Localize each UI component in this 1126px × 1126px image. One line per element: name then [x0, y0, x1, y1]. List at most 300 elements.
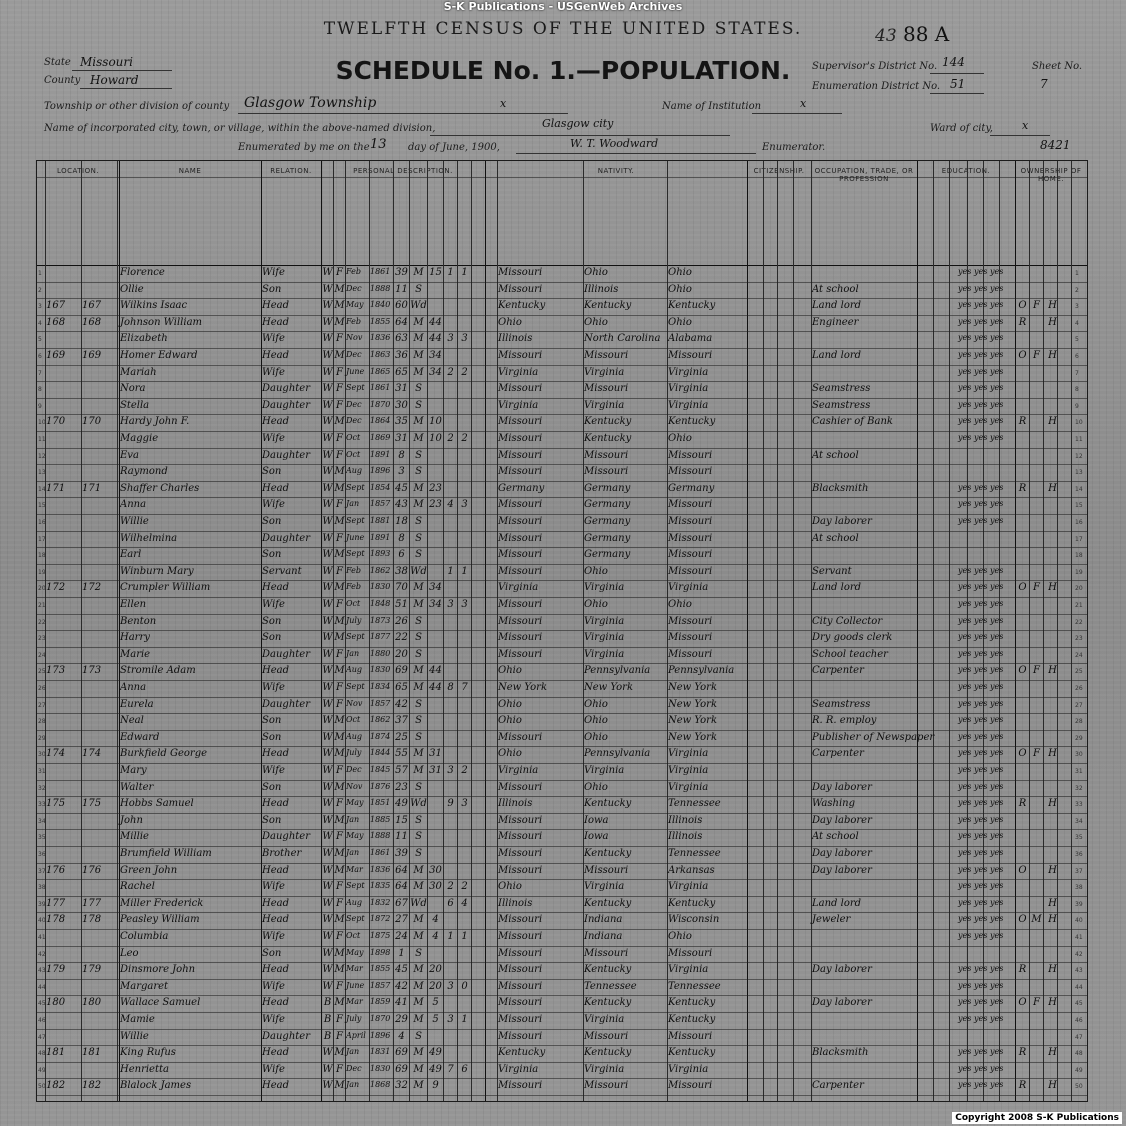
cell-ch: 3 — [447, 599, 454, 610]
cell-eng: yes — [990, 715, 1004, 725]
cell-mb: Missouri — [668, 499, 713, 511]
cell-ms: M — [413, 980, 424, 992]
cell-line: 15 — [38, 502, 46, 510]
cell-name: John — [120, 814, 143, 826]
cell-eng: yes — [990, 333, 1004, 343]
cell-name: Mariah — [120, 366, 157, 378]
cell-age: 35 — [395, 416, 408, 428]
row-rule — [37, 497, 1087, 498]
cell-read: yes — [958, 599, 972, 608]
cell-line: 26 — [38, 685, 46, 692]
cell-race: W — [322, 366, 333, 378]
cell-eng: yes — [990, 831, 1004, 841]
cell-name: Henrietta — [120, 1063, 169, 1075]
cell-eng: yes — [990, 1080, 1004, 1090]
cell-pb: Missouri — [498, 1030, 543, 1042]
cell-rel: Wife — [262, 931, 285, 942]
cell-line-right: 8 — [1075, 386, 1079, 394]
cell-pb: Missouri — [498, 1080, 543, 1092]
cell-fb: Kentucky — [584, 433, 632, 444]
row-rule — [37, 630, 1087, 631]
cell-eng: yes — [990, 632, 1004, 642]
cell-month: Dec — [346, 416, 362, 426]
cell-month: Dec — [346, 765, 362, 774]
cell-liv: 1 — [461, 267, 468, 278]
cell-occ: Carpenter — [812, 748, 864, 760]
cell-pb: Missouri — [498, 632, 543, 644]
cell-write: yes — [974, 333, 988, 343]
cell-month: May — [346, 831, 364, 841]
cell-yrs: 20 — [429, 980, 442, 992]
cell-mb: Tennessee — [668, 798, 721, 810]
cell-rel: Son — [262, 781, 282, 793]
cell-ch: 1 — [447, 267, 454, 278]
cell-yrs: 44 — [429, 682, 442, 693]
cell-rel: Head — [262, 997, 290, 1009]
cell-pb: Missouri — [498, 350, 543, 361]
cell-mb: Arkansas — [668, 864, 715, 876]
cell-race: B — [323, 1014, 332, 1025]
cell-fb: Ohio — [584, 715, 608, 727]
cell-race: W — [322, 615, 333, 627]
cell-eng: yes — [990, 798, 1004, 808]
cell-rel: Brother — [262, 848, 302, 859]
cell-age: 23 — [395, 781, 408, 793]
cell-month: June — [346, 532, 365, 542]
cell-read: yes — [958, 615, 972, 625]
cell-write: yes — [974, 798, 988, 808]
row-rule — [37, 813, 1087, 814]
cell-line-right: 36 — [1075, 851, 1083, 858]
cell-pb: Virginia — [498, 1063, 539, 1075]
cell-fb: Missouri — [584, 466, 629, 478]
cell-own: O — [1018, 914, 1027, 926]
cell-rel: Wife — [262, 267, 285, 278]
cell-name: Homer Edward — [120, 350, 198, 361]
cell-mb: Missouri — [668, 516, 713, 527]
cell-rel: Daughter — [262, 648, 310, 660]
cell-own: O — [1018, 997, 1027, 1009]
cell-year: 1862 — [370, 715, 391, 725]
cell-eng: yes — [990, 599, 1004, 608]
cell-year: 1844 — [370, 748, 391, 758]
cell-occ: Dry goods clerk — [812, 632, 893, 644]
copyright-notice: Copyright 2008 S-K Publications — [952, 1112, 1122, 1124]
row-rule — [37, 680, 1087, 681]
cell-own: R — [1018, 316, 1027, 328]
cell-ff: F — [1033, 748, 1040, 760]
cell-pb: Missouri — [498, 731, 543, 743]
row-rule — [37, 1029, 1087, 1030]
cell-mb: New York — [668, 698, 717, 710]
cell-fb: Kentucky — [584, 997, 632, 1009]
cell-yrs: 20 — [429, 964, 442, 976]
column-group-heading: OCCUPATION, TRADE, OR PROFESSION — [814, 167, 914, 183]
cell-pb: Missouri — [498, 864, 543, 876]
cell-name: Mary — [120, 765, 147, 776]
cell-name: Neal — [120, 715, 144, 727]
row-rule — [37, 414, 1087, 415]
cell-age: 29 — [395, 1014, 408, 1025]
cell-rel: Son — [262, 731, 282, 743]
cell-pb: Missouri — [498, 516, 543, 527]
cell-pb: Kentucky — [498, 300, 546, 312]
cell-sex: F — [336, 1063, 343, 1075]
cell-sex: M — [334, 947, 345, 959]
row-rule — [37, 1062, 1087, 1063]
cell-ms: S — [415, 532, 422, 544]
enumerated-label: Enumerated by me on the — [238, 142, 370, 153]
cell-year: 1861 — [370, 267, 391, 276]
row-rule — [37, 713, 1087, 714]
cell-ms: S — [415, 648, 422, 660]
row-rule — [37, 514, 1087, 515]
cell-line-right: 17 — [1075, 535, 1083, 543]
cell-fb: Virginia — [584, 399, 625, 411]
cell-fb: North Carolina — [584, 333, 661, 345]
cell-write: yes — [974, 632, 988, 642]
cell-line: 29 — [38, 734, 46, 742]
cell-eng: yes — [990, 482, 1004, 492]
cell-write: yes — [974, 765, 988, 774]
cell-ff: F — [1033, 665, 1040, 677]
cell-mb: Kentucky — [668, 1047, 716, 1059]
cell-occ: Day laborer — [812, 814, 872, 826]
cell-line: 28 — [38, 718, 46, 726]
cell-line-right: 42 — [1075, 950, 1083, 958]
cell-pb: Ohio — [498, 316, 522, 328]
cell-sex: F — [336, 980, 343, 992]
cell-name: Earl — [120, 549, 142, 561]
cell-dw: 173 — [46, 665, 66, 677]
cell-write: yes — [974, 897, 988, 907]
cell-month: Sept — [346, 914, 365, 924]
cell-name: Willie — [120, 516, 149, 527]
cell-fb: Ohio — [584, 267, 608, 278]
cell-line: 1 — [38, 270, 42, 277]
cell-name: Anna — [120, 499, 147, 511]
archive-banner: S-K Publications - USGenWeb Archives — [443, 0, 683, 13]
cell-yrs: 34 — [429, 350, 442, 361]
cell-sex: M — [334, 300, 345, 312]
cell-mb: Virginia — [668, 1063, 709, 1075]
cell-race: W — [322, 466, 333, 478]
cell-occ: At school — [812, 283, 859, 295]
cell-ff: F — [1033, 300, 1040, 312]
cell-ch: 2 — [447, 366, 454, 378]
cell-fam: 180 — [82, 997, 102, 1009]
cell-month: Aug — [346, 897, 363, 907]
cell-ms: M — [413, 864, 424, 876]
cell-ms: Wd — [410, 897, 427, 909]
cell-pb: Missouri — [498, 532, 543, 544]
cell-line: 45 — [38, 1000, 46, 1008]
cell-mb: Ohio — [668, 267, 692, 278]
cell-name: Florence — [120, 267, 165, 278]
state-value: Missouri — [80, 55, 133, 69]
row-rule — [37, 780, 1087, 781]
cell-pb: Missouri — [498, 997, 543, 1009]
cell-fb: Kentucky — [584, 1047, 632, 1059]
cell-race: W — [322, 582, 333, 594]
cell-ff: F — [1033, 350, 1040, 361]
cell-mb: Kentucky — [668, 997, 716, 1009]
cell-age: 63 — [395, 333, 408, 345]
cell-eng: yes — [990, 499, 1004, 509]
cell-write: yes — [974, 731, 988, 741]
cell-name: Eva — [120, 449, 139, 461]
cell-year: 1864 — [370, 416, 391, 426]
row-rule — [37, 580, 1087, 581]
row-rule — [37, 763, 1087, 764]
cell-yrs: 15 — [429, 267, 442, 278]
cell-occ: Day laborer — [812, 781, 872, 793]
cell-sex: M — [334, 582, 345, 594]
cell-line: 27 — [38, 701, 46, 709]
cell-read: yes — [958, 516, 972, 525]
cell-own: R — [1018, 798, 1027, 810]
cell-rel: Daughter — [262, 532, 310, 544]
cell-write: yes — [974, 300, 988, 310]
cell-month: June — [346, 980, 365, 990]
cell-month: Sept — [346, 516, 365, 525]
cell-ms: S — [415, 399, 422, 411]
cell-line: 21 — [38, 602, 46, 609]
cell-read: yes — [958, 914, 972, 924]
cell-write: yes — [974, 997, 988, 1007]
cell-race: W — [322, 648, 333, 660]
column-group-heading: NATIVITY. — [597, 167, 635, 175]
cell-occ: Land lord — [812, 582, 862, 594]
cell-mb: Virginia — [668, 781, 709, 793]
cell-read: yes — [958, 831, 972, 841]
cell-mb: Missouri — [668, 449, 713, 461]
cell-ft: H — [1048, 748, 1057, 760]
cell-read: yes — [958, 897, 972, 907]
cell-age: 60 — [395, 300, 408, 312]
cell-sex: F — [336, 499, 343, 511]
cell-month: Sept — [346, 881, 365, 891]
cell-race: W — [322, 632, 333, 644]
cell-sex: M — [334, 632, 345, 644]
cell-age: 51 — [395, 599, 408, 610]
cell-eng: yes — [990, 267, 1004, 276]
cell-ch: 2 — [447, 433, 454, 444]
cell-write: yes — [974, 748, 988, 758]
cell-write: yes — [974, 964, 988, 974]
cell-race: W — [322, 532, 333, 544]
cell-write: yes — [974, 648, 988, 658]
cell-sex: F — [336, 831, 343, 843]
cell-line: 39 — [38, 900, 46, 908]
cell-race: W — [322, 765, 333, 776]
cell-sex: M — [334, 482, 345, 494]
cell-eng: yes — [990, 731, 1004, 741]
cell-line: 30 — [38, 751, 46, 759]
cell-month: Sept — [346, 482, 365, 492]
cell-sex: M — [334, 416, 345, 428]
cell-month: Sept — [346, 682, 365, 691]
cell-eng: yes — [990, 665, 1004, 675]
cell-pb: Kentucky — [498, 1047, 546, 1059]
cell-read: yes — [958, 698, 972, 708]
cell-month: Oct — [346, 599, 361, 608]
row-rule — [37, 946, 1087, 947]
cell-line: 7 — [38, 369, 42, 377]
cell-age: 42 — [395, 980, 408, 992]
cell-mb: Missouri — [668, 350, 713, 361]
cell-month: Jan — [346, 648, 360, 658]
cell-pb: Missouri — [498, 599, 543, 610]
cell-read: yes — [958, 283, 972, 293]
cell-race: W — [322, 399, 333, 411]
row-rule — [37, 614, 1087, 615]
cell-sex: M — [334, 715, 345, 727]
cell-fb: Virginia — [584, 582, 625, 594]
cell-month: Mar — [346, 964, 363, 974]
cell-fam: 174 — [82, 748, 102, 760]
row-rule — [37, 1095, 1087, 1096]
cell-occ: Carpenter — [812, 665, 864, 677]
incorporated-label: Name of incorporated city, town, or village, within the above-named division, — [44, 123, 436, 134]
cell-dw: 174 — [46, 748, 66, 760]
cell-fb: Ohio — [584, 731, 608, 743]
cell-ms: M — [413, 765, 424, 776]
cell-race: W — [322, 333, 333, 345]
cell-age: 42 — [395, 698, 408, 710]
cell-line-right: 33 — [1075, 801, 1083, 809]
cell-line-right: 4 — [1075, 319, 1079, 327]
cell-eng: yes — [990, 964, 1004, 974]
cell-read: yes — [958, 499, 972, 509]
cell-fb: Kentucky — [584, 897, 632, 909]
cell-line: 23 — [38, 635, 46, 643]
cell-rel: Head — [262, 582, 290, 594]
cell-year: 1855 — [370, 964, 391, 974]
cell-race: W — [322, 599, 333, 610]
page-number — [875, 22, 949, 46]
cell-line-right: 15 — [1075, 502, 1083, 510]
row-rule — [37, 912, 1087, 913]
cell-write: yes — [974, 848, 988, 857]
cell-read: yes — [958, 731, 972, 741]
row-rule — [37, 995, 1087, 996]
cell-race: W — [322, 881, 333, 893]
cell-ft: H — [1048, 350, 1057, 361]
cell-rel: Head — [262, 798, 290, 810]
cell-line-right: 11 — [1075, 436, 1083, 443]
cell-race: W — [322, 1063, 333, 1075]
cell-year: 1888 — [370, 283, 391, 293]
cell-write: yes — [974, 682, 988, 691]
cell-rel: Son — [262, 947, 282, 959]
cell-write: yes — [974, 914, 988, 924]
cell-age: 64 — [395, 864, 408, 876]
header-divider — [37, 265, 1087, 266]
cell-write: yes — [974, 565, 988, 575]
cell-occ: Blacksmith — [812, 1047, 869, 1059]
cell-liv: 2 — [461, 765, 468, 776]
cell-name: Maggie — [120, 433, 159, 444]
cell-month: Jan — [346, 814, 360, 824]
cell-race: W — [322, 549, 333, 561]
cell-name: Harry — [120, 632, 150, 644]
cell-rel: Daughter — [262, 698, 310, 710]
cell-read: yes — [958, 980, 972, 990]
cell-sex: F — [336, 897, 343, 909]
cell-pb: Virginia — [498, 399, 539, 411]
cell-line: 4 — [38, 319, 42, 327]
cell-mb: Kentucky — [668, 897, 716, 909]
enumeration-label: Enumeration District No. — [812, 81, 941, 92]
row-rule — [37, 1078, 1087, 1079]
cell-sex: M — [334, 1080, 345, 1092]
cell-ms: M — [413, 366, 424, 378]
cell-race: W — [322, 947, 333, 959]
cell-occ: Washing — [812, 798, 855, 810]
cell-race: B — [323, 1030, 332, 1042]
cell-year: 1857 — [370, 980, 391, 990]
cell-eng: yes — [990, 350, 1004, 359]
cell-year: 1840 — [370, 300, 391, 310]
cell-sex: M — [334, 781, 345, 793]
cell-ms: M — [413, 1014, 424, 1025]
cell-year: 1834 — [370, 682, 391, 691]
cell-rel: Head — [262, 300, 290, 312]
cell-rel: Head — [262, 748, 290, 760]
cell-name: Anna — [120, 682, 147, 693]
cell-line-right: 32 — [1075, 784, 1083, 792]
cell-year: 1862 — [370, 565, 391, 575]
cell-year: 1877 — [370, 632, 391, 642]
cell-year: 1854 — [370, 482, 391, 492]
cell-read: yes — [958, 482, 972, 492]
cell-read: yes — [958, 765, 972, 774]
cell-yrs: 31 — [429, 748, 442, 760]
cell-liv: 1 — [461, 1014, 468, 1025]
cell-write: yes — [974, 283, 988, 293]
cell-line-right: 18 — [1075, 552, 1083, 560]
cell-own: R — [1018, 482, 1027, 494]
ward-label: Ward of city, — [930, 123, 993, 134]
cell-ms: S — [415, 781, 422, 793]
cell-race: W — [322, 781, 333, 793]
cell-occ: Land lord — [812, 897, 862, 909]
cell-race: W — [322, 383, 333, 395]
cell-ms: S — [415, 947, 422, 959]
cell-age: 69 — [395, 665, 408, 677]
cell-yrs: 23 — [429, 499, 442, 511]
cell-mb: Ohio — [668, 599, 692, 610]
cell-ms: S — [415, 383, 422, 395]
cell-liv: 3 — [461, 599, 468, 610]
cell-line-right: 23 — [1075, 635, 1083, 643]
cell-fb: Ohio — [584, 316, 608, 328]
cell-ms: M — [413, 416, 424, 428]
cell-mb: Missouri — [668, 466, 713, 478]
cell-pb: Illinois — [498, 897, 533, 909]
cell-age: 49 — [395, 798, 408, 810]
cell-eng: yes — [990, 582, 1004, 592]
cell-race: W — [322, 433, 333, 444]
cell-line: 8 — [38, 386, 42, 394]
cell-race: W — [322, 831, 333, 843]
cell-age: 11 — [395, 831, 408, 843]
cell-eng: yes — [990, 864, 1004, 874]
cell-pb: Missouri — [498, 449, 543, 461]
cell-rel: Servant — [262, 565, 302, 577]
cell-mb: Missouri — [668, 565, 713, 577]
